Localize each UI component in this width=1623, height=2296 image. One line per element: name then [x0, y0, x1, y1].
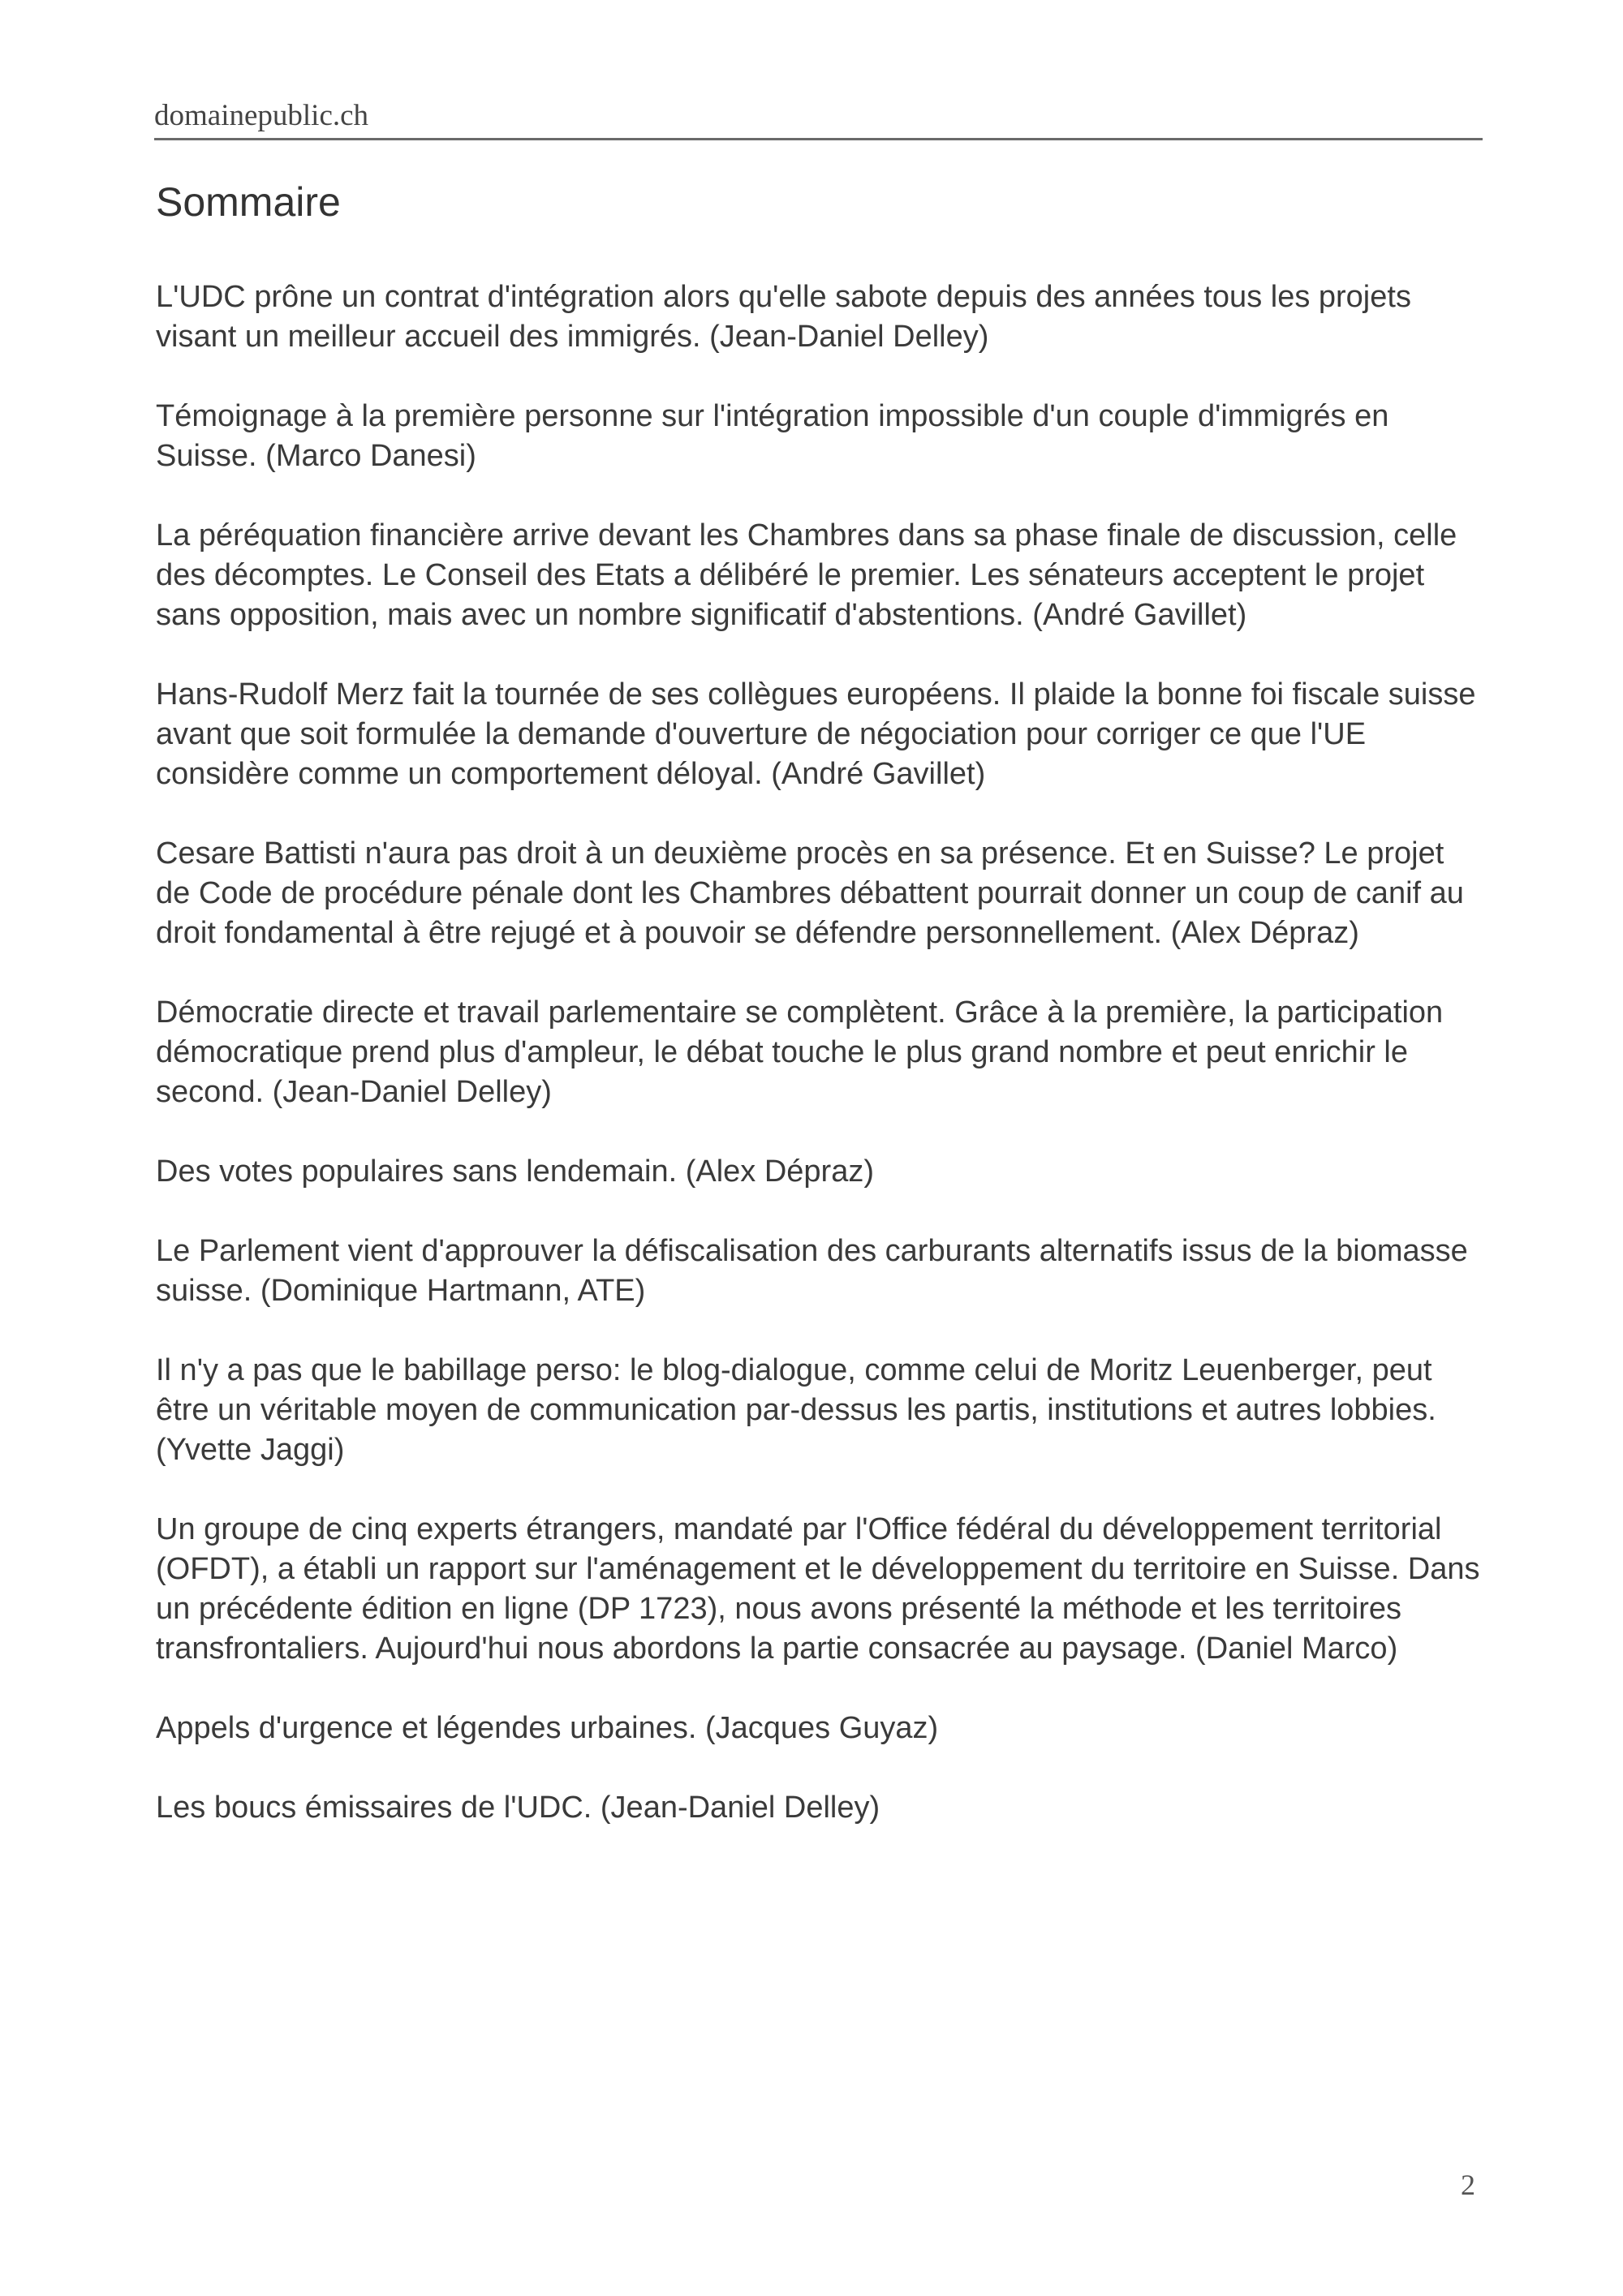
page-title: Sommaire	[156, 179, 341, 225]
page-header	[154, 96, 1483, 140]
summary-item: Le Parlement vient d'approuver la défiscalisation des carburants alternatifs issus de la biomasse suisse. (Dominique Hartmann, ATE)	[156, 1234, 1468, 1308]
summary-item: Hans-Rudolf Merz fait la tournée de ses collègues européens. Il plaide la bonne foi fiscale suisse avant que soit formulée la demande d'ouverture de négociation pour corriger ce que l'UE considère comme un comportement déloyal. (André Gavillet)	[156, 677, 1476, 791]
summary-item: Appels d'urgence et légendes urbaines. (Jacques Guyaz)	[156, 1711, 939, 1745]
summary-item: Un groupe de cinq experts étrangers, mandaté par l'Office fédéral du développement territorial (OFDT), a établi un rapport sur l'aménagement et le développement du territoire en Suisse. Dans un précédente édition en ligne (DP 1723), nous avons présenté la méthode et les territoires transfrontaliers. Aujourd'hui nous abordons la partie consacrée au paysage. (Daniel Marco)	[156, 1512, 1480, 1666]
summary-list	[156, 277, 1483, 1868]
summary-item: La péréquation financière arrive devant les Chambres dans sa phase finale de discussion, celle des décomptes. Le Conseil des Etats a délibéré le premier. Les sénateurs acceptent le projet sans opposition, mais avec un nombre significatif d'abstentions. (André Gavillet)	[156, 518, 1457, 632]
summary-item: Témoignage à la première personne sur l'intégration impossible d'un couple d'immigrés en Suisse. (Marco Danesi)	[156, 399, 1389, 473]
summary-item: Cesare Battisti n'aura pas droit à un deuxième procès en sa présence. Et en Suisse? Le projet de Code de procédure pénale dont les Chambres débattent pourrait donner un coup de canif au droit fondamental à être rejugé et à pouvoir se défendre personnellement. (Alex Dépraz)	[156, 836, 1464, 950]
summary-item: Les boucs émissaires de l'UDC. (Jean-Daniel Delley)	[156, 1791, 880, 1825]
header-site-name: domainepublic.ch	[154, 99, 369, 132]
summary-item: Des votes populaires sans lendemain. (Alex Dépraz)	[156, 1154, 874, 1189]
summary-item: L'UDC prône un contrat d'intégration alors qu'elle sabote depuis des années tous les projets visant un meilleur accueil des immigrés. (Jean-Daniel Delley)	[156, 280, 1411, 354]
summary-item: Il n'y a pas que le babillage perso: le blog-dialogue, comme celui de Moritz Leuenberger, peut être un véritable moyen de communication par-dessus les partis, institutions et autres lobbies. (Yvette Jaggi)	[156, 1353, 1436, 1467]
summary-item: Démocratie directe et travail parlementaire se complètent. Grâce à la première, la participation démocratique prend plus d'ampleur, le débat touche le plus grand nombre et peut enrichir le second. (Jean-Daniel Delley)	[156, 995, 1444, 1109]
page-number: 2	[1461, 2169, 1475, 2201]
